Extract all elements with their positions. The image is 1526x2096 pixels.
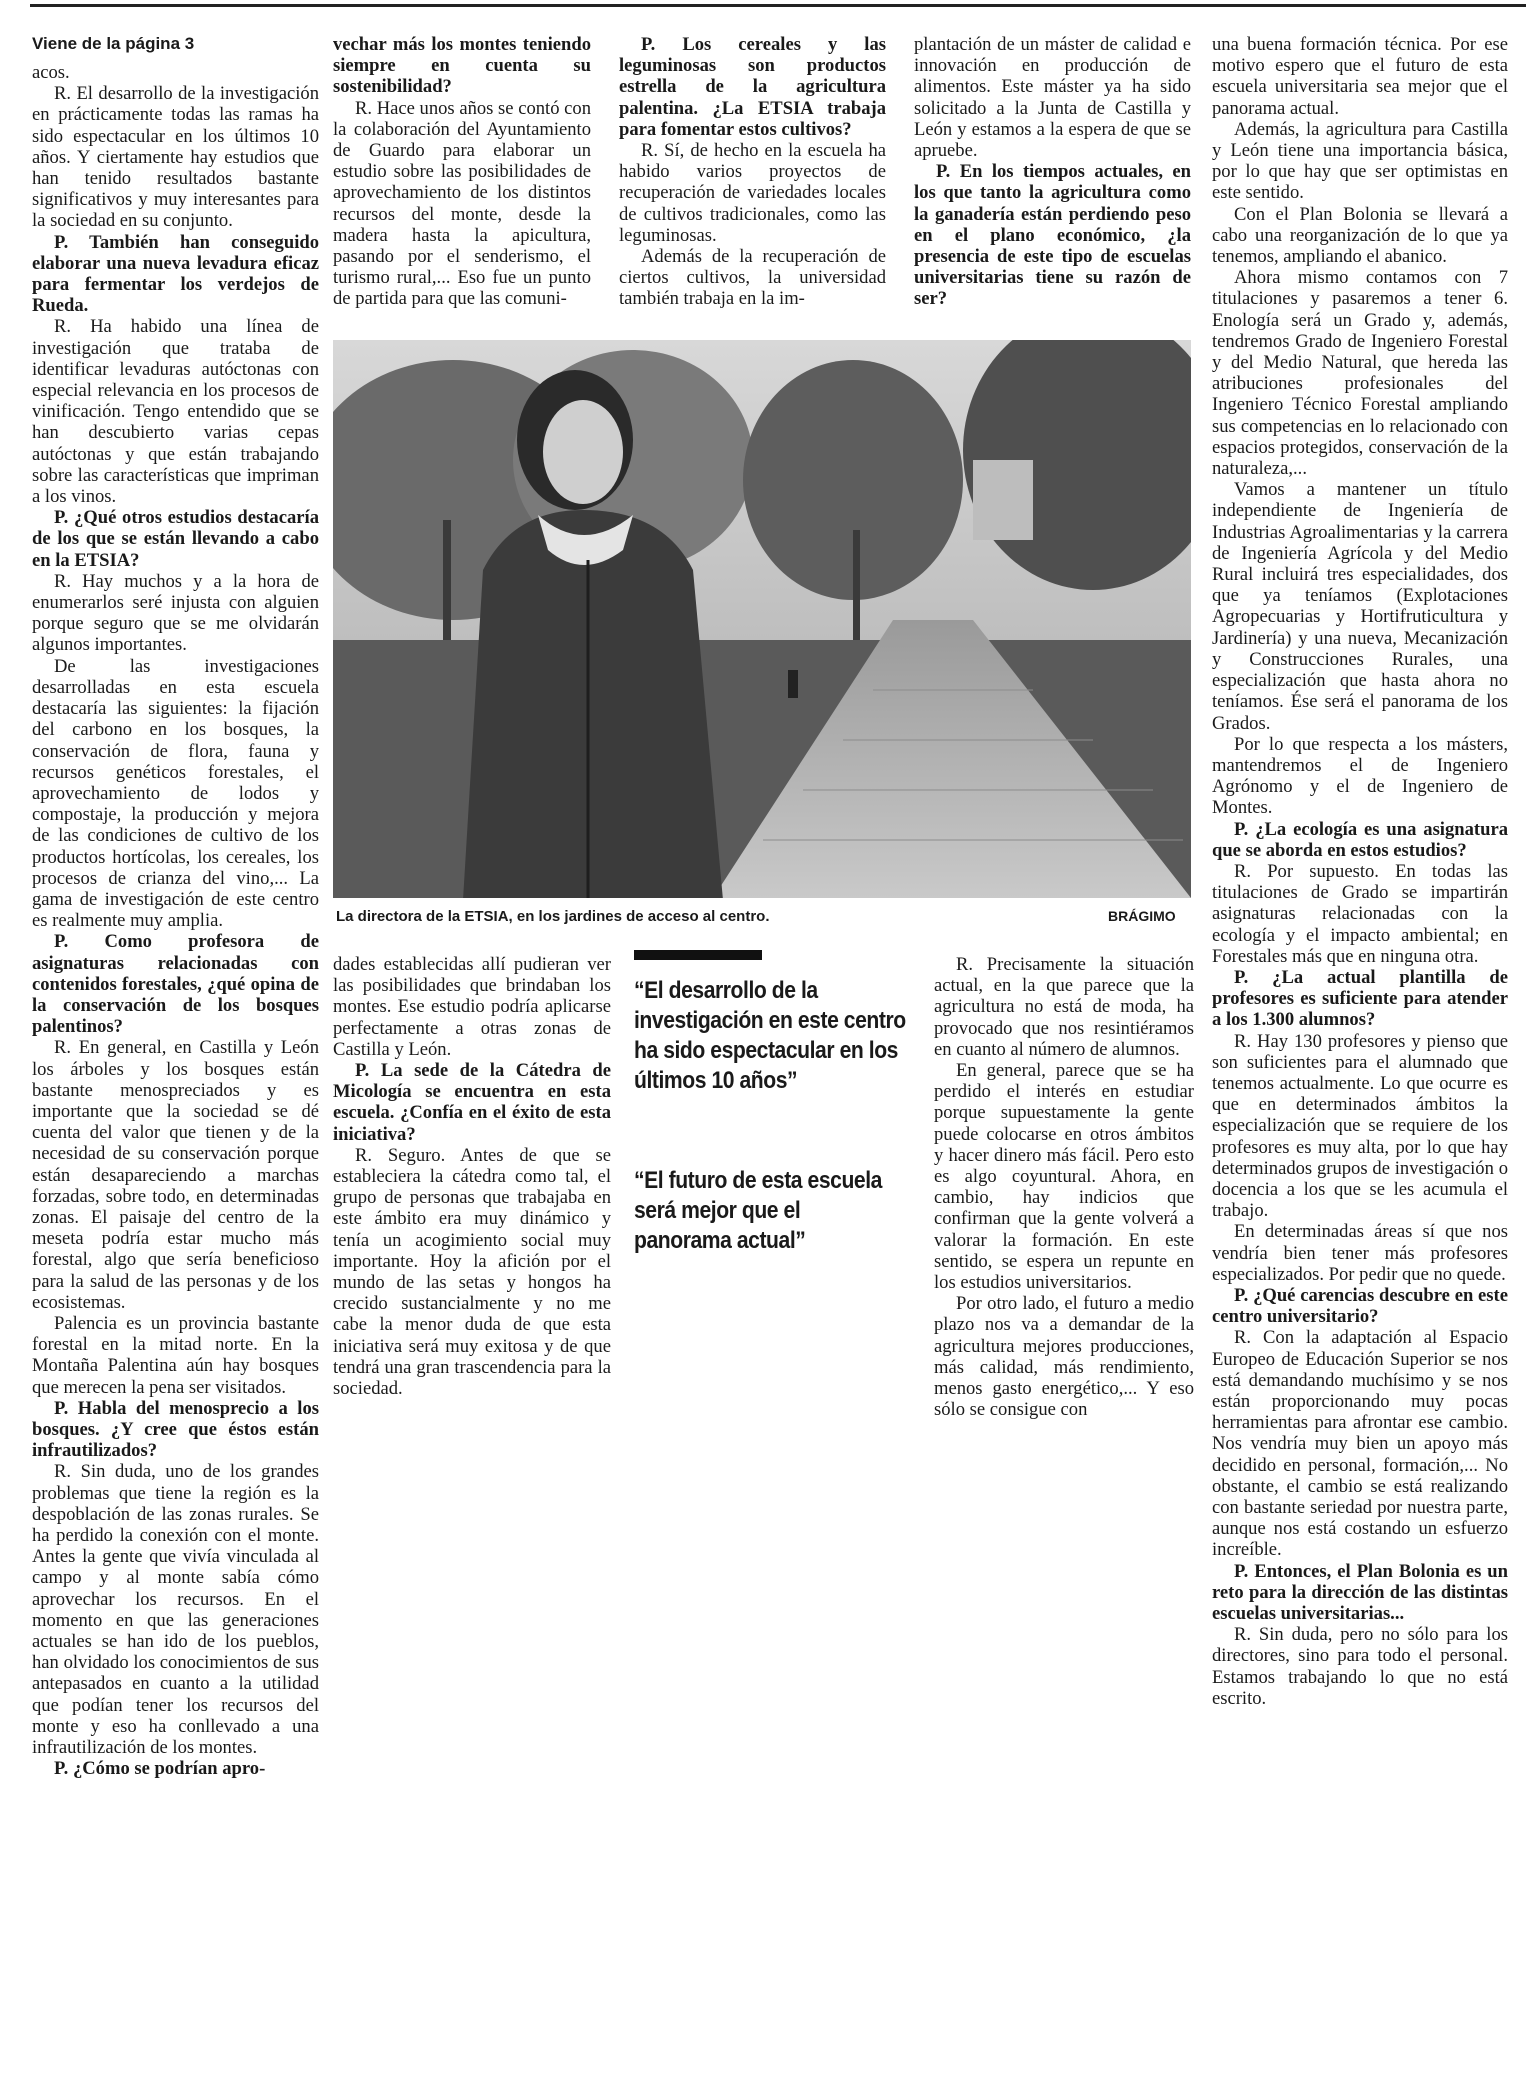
body-paragraph: Con el Plan Bolonia se llevará a cabo una reorganización de lo que ya tenemos, ampliando el abanico. — [1212, 203, 1508, 268]
body-paragraph: Palencia es un provincia bastante forestal en la mitad norte. En la Montaña Palentina aún hay bosques que merecen la pena ser visitados. — [32, 1312, 319, 1398]
pull-quote-1: “El desarrollo de la investigación en este centro ha sido espectacular en los últimos 10 años” — [634, 977, 906, 1094]
body-paragraph: R. Con la adaptación al Espacio Europeo de Educación Superior se nos está demandando muchísimo y se nos están proporcionando muy pocas herramientas para afrontar ese cambio. Nos vendría muy bien un apoyo más decidido en personal, formación,... No obstante, el cambio se está realizando con bastante seriedad por nuestra parte, aunque nos está costando un esfuerzo increíble. — [1212, 1327, 1508, 1561]
pull-quote-2: “El futuro de esta escuela será mejor que el panorama actual” — [634, 1167, 882, 1254]
pull-quote-bar — [634, 950, 762, 960]
question-paragraph: P. ¿La ecología es una asignatura que se aborda en estos estudios? — [1212, 818, 1508, 861]
body-paragraph: R. Precisamente la situación actual, en la que parece que la agricultura no está de moda, ha provocado que nos resintiéramos en cuanto al número de alumnos. — [934, 954, 1194, 1060]
body-paragraph: dades establecidas allí pudieran ver las posibilidades que brindaban los montes. Ese estudio podría aplicarse perfectamente a otras zonas de Castilla y León. — [333, 954, 611, 1060]
column-4-bottom — [934, 954, 1194, 1420]
question-paragraph: P. ¿Qué carencias descubre en este centro universitario? — [1212, 1284, 1508, 1328]
question-paragraph: P. También han conseguido elaborar una nueva levadura eficaz para fermentar los verdejos de Rueda. — [32, 231, 319, 317]
question-paragraph: P. En los tiempos actuales, en los que tanto la agricultura como la ganadería están perdiendo peso en el plano económico, ¿la presencia de este tipo de escuelas universitarias tiene su razón de ser? — [914, 161, 1191, 310]
body-paragraph: R. Seguro. Antes de que se estableciera la cátedra como tal, el grupo de personas que trabajaba en este ámbito era muy dinámico y tenía un acogimiento social muy importante. Hoy la afición por el mundo de las setas y hongos ha crecido sustancialmente y no me cabe la menor duda de que esta iniciativa será muy exitosa y de que tendrá una gran trascendencia para la sociedad. — [333, 1144, 611, 1400]
photo-credit: BRÁGIMO — [1108, 908, 1176, 924]
body-paragraph: R. Sin duda, uno de los grandes problemas que tiene la región es la despoblación de las zonas rurales. Se ha perdido la conexión con el monte. Antes la gente que vivía vinculada al campo y al monte sabía cómo aprovechar los recursos. En el momento en que las generaciones actuales se han ido de los pueblos, han olvidado los conocimientos de sus antepasados en cuanto a la utilidad que podían tener los recursos del monte y eso ha conllevado a una infrautilización de los montes. — [32, 1461, 319, 1759]
body-paragraph: Vamos a mantener un título independiente de Ingeniería de Industrias Agroalimentarias y la carrera de Ingeniería Agrícola y del Medio Rural incluirá tres especialidades, dos que ya teníamos (Explotaciones Agropecuarias y Hortifruticultura y Jardinería) y una nueva, Mecanización y Construcciones Rurales, una especialización que hasta ahora no teníamos. Ése será el panorama de los Grados. — [1212, 479, 1508, 734]
body-paragraph: Además de la recuperación de ciertos cultivos, la universidad también trabaja en la im- — [619, 246, 886, 310]
body-paragraph: Ahora mismo contamos con 7 titulaciones y pasaremos a tener 6. Enología será un Grado y, además, tendremos Grado de Ingeniero Forestal y del Medio Natural, que hereda las atribuciones profesionales del Ingeniero Técnico Forestal ampliando sus competencias en lo relacionado con espacios protegidos, conservación de la naturaleza,... — [1212, 267, 1508, 480]
question-paragraph: P. ¿Cómo se podrían apro- — [54, 1758, 266, 1780]
body-paragraph: R. Por supuesto. En todas las titulaciones de Grado se impartirán asignaturas relacionadas con la ecología y el impacto ambiental; en Forestales más que en ninguna otra. — [1212, 860, 1508, 967]
question-paragraph: P. Como profesora de asignaturas relacionadas con contenidos forestales, ¿qué opina de la conservación de los bosques palentinos? — [32, 931, 319, 1038]
body-paragraph: R. Hace unos años se contó con la colaboración del Ayuntamiento de Guardo para elaborar un estudio sobre las posibilidades de aprovechamiento de los distintos recursos del monte, desde la madera hasta la apicultura, pasando por el senderismo, el turismo rural,... Eso fue un punto de partida para que las comuni- — [333, 97, 591, 310]
body-paragraph: R. Hay muchos y a la hora de enumerarlos seré injusta con alguien porque seguro que se me olvidarán algunos importantes. — [32, 570, 319, 656]
column-2-top — [333, 34, 591, 310]
question-paragraph: P. ¿La actual plantilla de profesores es suficiente para atender a los 1.300 alumnos? — [1212, 966, 1508, 1031]
body-paragraph: De las investigaciones desarrolladas en esta escuela destacaría las siguientes: la fijación del carbono en los bosques, la conservación de flora, fauna y recursos genéticos forestales, el aprovechamiento de lodos y compostaje, la producción y mejora de las condiciones de cultivo de los productos hortícolas, los cereales, los procesos de crianza del vino,... La gama de investigación de este centro es realmente muy amplia. — [32, 655, 319, 932]
body-paragraph: R. Sin duda, pero no sólo para los directores, sino para todo el personal. Estamos trabajando lo que no está escrito. — [1212, 1624, 1508, 1709]
body-paragraph: R. Ha habido una línea de investigación que trataba de identificar levaduras autóctonas con especial relevancia en los procesos de vinificación. Tengo entendido que se han descubierto varias cepas autóctonas y que están trabajando sobre las características que impriman a los vinos. — [32, 316, 319, 508]
question-paragraph: P. Los cereales y las leguminosas son productos estrella de la agricultura palentina. ¿La ETSIA trabaja para fomentar estos cultivos? — [619, 34, 886, 140]
body-paragraph: acos. — [32, 62, 70, 83]
question-paragraph: P. ¿Qué otros estudios destacaría de los que se están llevando a cabo en la ETSIA? — [32, 507, 319, 571]
body-paragraph: una buena formación técnica. Por ese motivo espero que el futuro de esta escuela universitaria sea mejor que el panorama actual. — [1212, 34, 1508, 119]
body-paragraph: R. En general, en Castilla y León los árboles y los bosques están bastante menospreciados y es importante que la sociedad se dé cuenta del valor que tienen y de la necesidad de su conservación porque están desapareciendo a marchas forzadas, sobre todo, en determinadas zonas. El paisaje del centro de la meseta podría estar mucho más forestal, algo que sería beneficioso para la salud de las personas y de los ecosistemas. — [32, 1037, 319, 1313]
body-paragraph: plantación de un máster de calidad e innovación en producción de alimentos. Este máster ya ha sido solicitado a la Junta de Castilla y León y estamos a la espera de que se apruebe. — [914, 34, 1191, 162]
question-paragraph: P. La sede de la Cátedra de Micología se encuentra en esta escuela. ¿Confía en el éxito de esta iniciativa? — [333, 1060, 611, 1145]
question-paragraph: P. Habla del menosprecio a los bosques. ¿Y cree que éstos están infrautilizados? — [32, 1397, 319, 1462]
column-2-bottom — [333, 954, 611, 1399]
column-5 — [1212, 34, 1508, 1709]
continued-from-note: Viene de la página 3 — [32, 34, 195, 53]
body-paragraph: Por otro lado, el futuro a medio plazo nos va a demandar de la agricultura mejores producciones, más calidad, más rendimiento, menos gasto energético,... Y eso sólo se consigue con — [934, 1293, 1194, 1421]
column-1 — [32, 62, 319, 1779]
photo-caption: La directora de la ETSIA, en los jardines de acceso al centro. — [336, 908, 770, 925]
director-photo — [333, 340, 1191, 898]
column-3-top — [619, 34, 886, 310]
body-paragraph: En general, parece que se ha perdido el interés en estudiar porque supuestamente la gente puede colocarse en otros ámbitos y hacer dinero más fácil. Pero esto es algo coyuntural. Ahora, en cambio, hay indicios que confirman que la gente volverá a valorar la formación. En este sentido, se espera un repunte en los estudios universitarios. — [934, 1060, 1194, 1294]
body-paragraph: En determinadas áreas sí que nos vendría bien tener más profesores especializados. Por pedir que no quede. — [1212, 1221, 1508, 1285]
body-paragraph: Por lo que respecta a los másters, mantendremos el de Ingeniero Agrónomo y el de Ingeniero de Montes. — [1212, 733, 1508, 819]
body-paragraph: R. Sí, de hecho en la escuela ha habido varios proyectos de recuperación de variedades locales de cultivos tradicionales, como las leguminosas. — [619, 140, 886, 246]
body-paragraph: Además, la agricultura para Castilla y León tiene una importancia básica, por lo que hay que ser optimistas en este sentido. — [1212, 118, 1508, 204]
question-paragraph: P. Entonces, el Plan Bolonia es un reto para la dirección de las distintas escuelas universitarias... — [1212, 1560, 1508, 1625]
body-paragraph: R. Hay 130 profesores y pienso que son suficientes para el alumnado que tenemos actualmente. Lo que ocurre es que en determinados ámbitos la especialización que se requiere de los profesores es muy alta, por lo que hay determinados grupos de investigación o docencia a los que se les acumula el trabajo. — [1212, 1030, 1508, 1222]
question-paragraph: vechar más los montes teniendo siempre en cuenta su sostenibilidad? — [333, 34, 591, 98]
column-4-top — [914, 34, 1191, 310]
top-rule — [30, 4, 1526, 7]
body-paragraph: R. El desarrollo de la investigación en prácticamente todas las ramas ha sido espectacular en los últimos 10 años. Y ciertamente hay estudios que han tenido resultados bastante significativos y muy interesantes para la sociedad en su conjunto. — [32, 83, 319, 232]
